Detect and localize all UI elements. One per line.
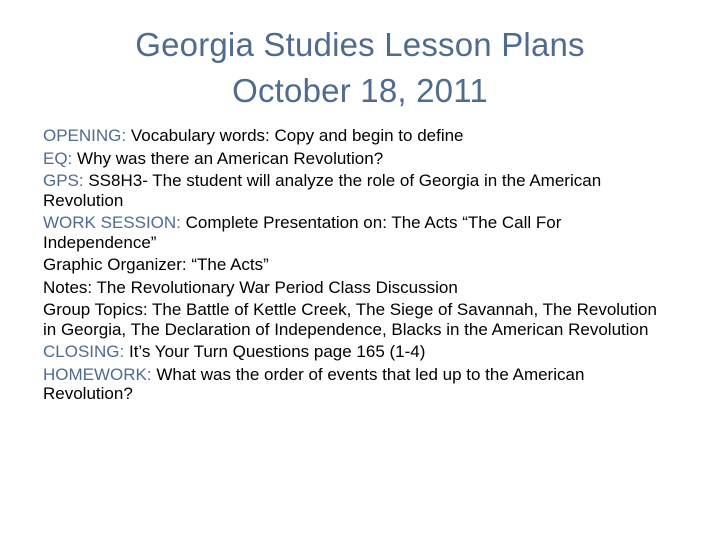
opening-text: Vocabulary words: Copy and begin to define bbox=[126, 126, 464, 145]
closing-text: It’s Your Turn Questions page 165 (1-4) bbox=[124, 342, 426, 361]
notes-item bbox=[43, 278, 673, 298]
group-topics-item bbox=[43, 300, 673, 339]
homework-label: HOMEWORK: bbox=[43, 364, 152, 384]
eq-label: EQ: bbox=[43, 148, 73, 168]
eq-text: Why was there an American Revolution? bbox=[72, 148, 384, 168]
gps-label: GPS: bbox=[43, 171, 84, 190]
homework-text: What was the order of events that led up to the American Revolution? bbox=[43, 364, 585, 403]
title-line-1: Georgia Studies Lesson Plans bbox=[135, 26, 585, 63]
group-topics-text: Group Topics: The Battle of Kettle Creek, The Siege of Savannah, The Revolution in Georgia, The Declaration of Independence, Blacks in the American Revolution bbox=[43, 300, 657, 339]
notes-text: Notes: The Revolutionary War Period Class Discussion bbox=[43, 277, 458, 297]
work-session-text: Complete Presentation on: The Acts “The Call For Independence” bbox=[43, 213, 562, 252]
graphic-organizer-text: Graphic Organizer: “The Acts” bbox=[43, 255, 269, 274]
gps-text: SS8H3- The student will analyze the role of Georgia in the American Revolution bbox=[43, 171, 602, 210]
homework-item bbox=[43, 365, 673, 404]
graphic-organizer-item bbox=[43, 255, 673, 275]
title-date: October 18, 2011 bbox=[232, 72, 488, 109]
slide-title bbox=[40, 22, 680, 114]
eq-item bbox=[43, 149, 673, 169]
opening-item bbox=[43, 126, 673, 146]
opening-label: OPENING: bbox=[43, 126, 127, 145]
closing-item bbox=[43, 342, 673, 362]
gps-item bbox=[43, 171, 673, 210]
closing-label: CLOSING: bbox=[43, 342, 125, 361]
work-session-item bbox=[43, 213, 673, 252]
work-session-label: WORK SESSION: bbox=[43, 213, 181, 232]
lesson-plan-body bbox=[43, 126, 673, 407]
